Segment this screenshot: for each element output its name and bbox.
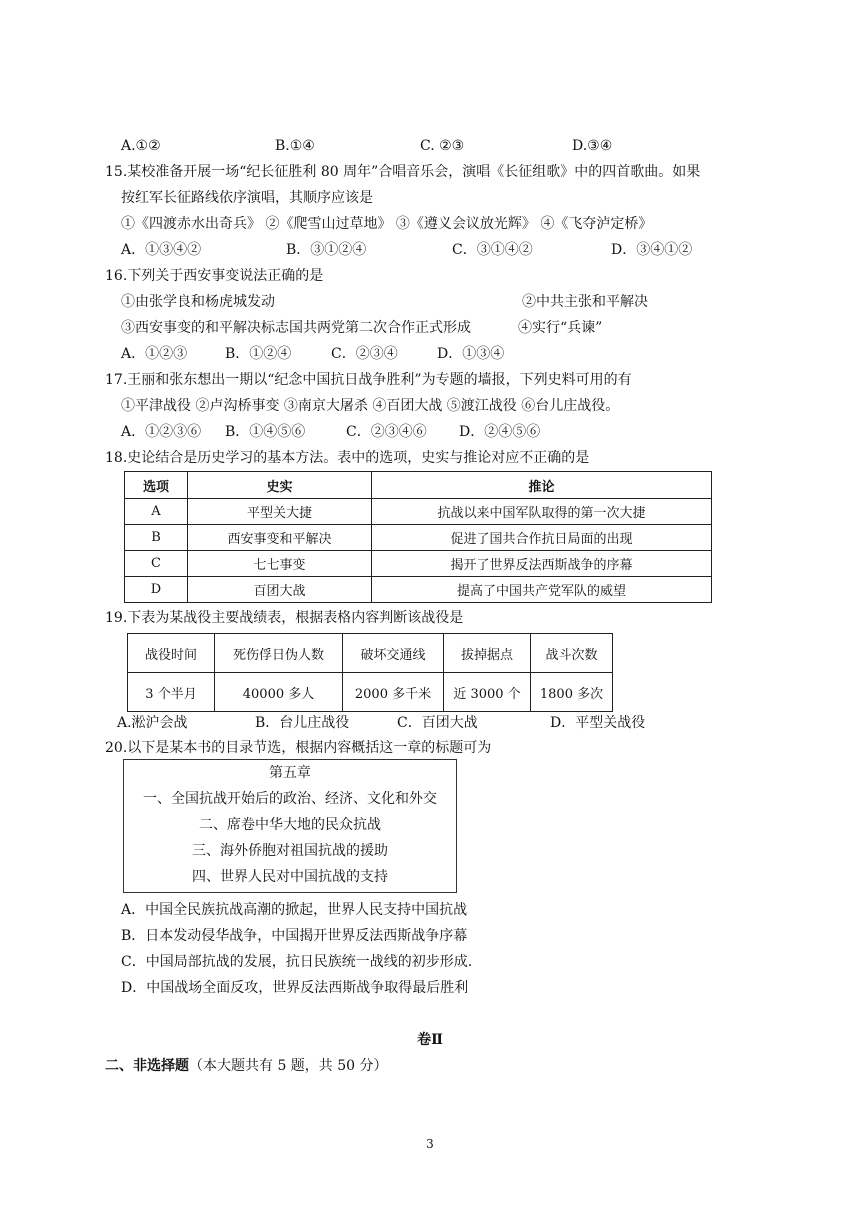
- q18-table: [124, 471, 712, 603]
- q18-cell: 揭开了世界反法西斯战争的序幕: [372, 551, 712, 577]
- q17-option-d: D．②④⑤⑥: [459, 424, 541, 440]
- q19-table: [127, 633, 613, 712]
- q14-option-b: B.①④: [275, 138, 315, 154]
- q19-cell: 40000 多人: [215, 673, 343, 712]
- table-row: [128, 673, 613, 712]
- q17-stem: 17.王丽和张东想出一期以“纪念中国抗日战争胜利”为专题的墙报，下列史料可用的有: [105, 372, 632, 388]
- q18-cell: 提高了中国共产党军队的威望: [372, 577, 712, 603]
- q18-cell: 促进了国共合作抗日局面的出现: [372, 525, 712, 551]
- toc-item: 四、世界人民对中国抗战的支持: [192, 869, 388, 885]
- section-heading: [105, 1057, 388, 1075]
- q20-option-c: C．中国局部抗战的发展，抗日民族统一战线的初步形成.: [121, 954, 473, 970]
- q18-cell: C: [125, 551, 188, 577]
- toc-item: 一、全国抗战开始后的政治、经济、文化和外交: [143, 791, 437, 807]
- table-row: [125, 525, 712, 551]
- q18-cell: A: [125, 499, 188, 525]
- q15-option-c: C．③①④②: [452, 242, 533, 258]
- table-row: [125, 577, 712, 603]
- q20-option-a: A．中国全民族抗战高潮的掀起，世界人民支持中国抗战: [121, 902, 468, 918]
- q20-stem: 20.以下是某本书的目录节选，根据内容概括这一章的标题可为: [105, 740, 492, 756]
- q19-option-b: B．台儿庄战役: [255, 715, 350, 731]
- q16-stem: 16.下列关于西安事变说法正确的是: [105, 268, 324, 284]
- q19-header: 破坏交通线: [343, 634, 444, 673]
- q14-option-c: C. ②③: [420, 138, 465, 154]
- q19-cell: 1800 多次: [531, 673, 613, 712]
- q15-option-a: A．①③④②: [121, 242, 202, 258]
- q14-option-d: D.③④: [572, 138, 613, 154]
- q18-header-inference: 推论: [372, 472, 712, 499]
- q18-cell: 抗战以来中国军队取得的第一次大捷: [372, 499, 712, 525]
- q18-cell: 西安事变和平解决: [188, 525, 372, 551]
- q16-option-a: A．①②③: [121, 346, 188, 362]
- toc-item: 二、席卷中华大地的民众抗战: [199, 817, 381, 833]
- q18-stem: 18.史论结合是历史学习的基本方法。表中的选项，史实与推论对应不正确的是: [105, 450, 590, 466]
- q18-cell: 七七事变: [188, 551, 372, 577]
- q19-header: 死伤俘日伪人数: [215, 634, 343, 673]
- page-number: 3: [426, 1137, 434, 1151]
- q18-header-option: 选项: [125, 472, 188, 499]
- q16-option-b: B．①②④: [225, 346, 292, 362]
- q20-toc-box: [123, 759, 457, 893]
- q16-item-3: ③西安事变的和平解决标志国共两党第二次合作正式形成: [121, 320, 471, 336]
- q19-stem: 19.下表为某战役主要战绩表，根据表格内容判断该战役是: [105, 610, 464, 626]
- section-note: （本大题共有 5 题，共 50 分）: [189, 1058, 388, 1074]
- q15-items: ①《四渡赤水出奇兵》 ②《爬雪山过草地》 ③《遵义会议放光辉》 ④《飞夺泸定桥》: [121, 216, 653, 232]
- q19-table-header-row: [128, 634, 613, 673]
- q15-option-b: B．③①②④: [286, 242, 367, 258]
- q18-cell: B: [125, 525, 188, 551]
- section-label: 二、非选择题: [105, 1058, 189, 1074]
- volume-title: 卷Ⅱ: [417, 1032, 443, 1048]
- q19-header: 拔掉据点: [444, 634, 531, 673]
- q19-option-c: C．百团大战: [397, 715, 478, 731]
- table-row: [125, 499, 712, 525]
- q16-item-1: ①由张学良和杨虎城发动: [121, 294, 275, 310]
- table-row: [125, 551, 712, 577]
- q15-stem-line2: 按红军长征路线依序演唱，其顺序应该是: [121, 190, 373, 206]
- toc-chapter: 第五章: [269, 765, 311, 781]
- toc-item: 三、海外侨胞对祖国抗战的援助: [192, 843, 388, 859]
- q18-header-fact: 史实: [188, 472, 372, 499]
- q17-option-a: A．①②③⑥: [121, 424, 202, 440]
- q19-cell: 3 个半月: [128, 673, 215, 712]
- q16-option-c: C．②③④: [331, 346, 398, 362]
- q19-header: 战斗次数: [531, 634, 613, 673]
- q16-item-2: ②中共主张和平解决: [522, 294, 648, 310]
- q19-header: 战役时间: [128, 634, 215, 673]
- q16-item-4: ④实行“兵谏”: [518, 320, 603, 336]
- q19-option-a: A.淞沪会战: [117, 715, 188, 731]
- q17-option-c: C．②③④⑥: [346, 424, 427, 440]
- q20-option-d: D．中国战场全面反攻，世界反法西斯战争取得最后胜利: [121, 980, 469, 996]
- q17-items: ①平津战役 ②卢沟桥事变 ③南京大屠杀 ④百团大战 ⑤渡江战役 ⑥台儿庄战役。: [121, 398, 620, 414]
- q15-option-d: D．③④①②: [611, 242, 693, 258]
- q18-cell: D: [125, 577, 188, 603]
- q18-table-header-row: [125, 472, 712, 499]
- q14-option-a: A.①②: [121, 138, 161, 154]
- q17-option-b: B．①④⑤⑥: [225, 424, 306, 440]
- q18-cell: 百团大战: [188, 577, 372, 603]
- q19-option-d: D．平型关战役: [550, 715, 646, 731]
- q15-stem-line1: 15.某校准备开展一场“纪长征胜利 80 周年”合唱音乐会，演唱《长征组歌》中的四首歌曲。如果: [105, 164, 701, 180]
- q18-cell: 平型关大捷: [188, 499, 372, 525]
- q20-option-b: B．日本发动侵华战争，中国揭开世界反法西斯战争序幕: [121, 928, 468, 944]
- q19-cell: 近 3000 个: [444, 673, 531, 712]
- q16-option-d: D．①③④: [437, 346, 505, 362]
- q19-cell: 2000 多千米: [343, 673, 444, 712]
